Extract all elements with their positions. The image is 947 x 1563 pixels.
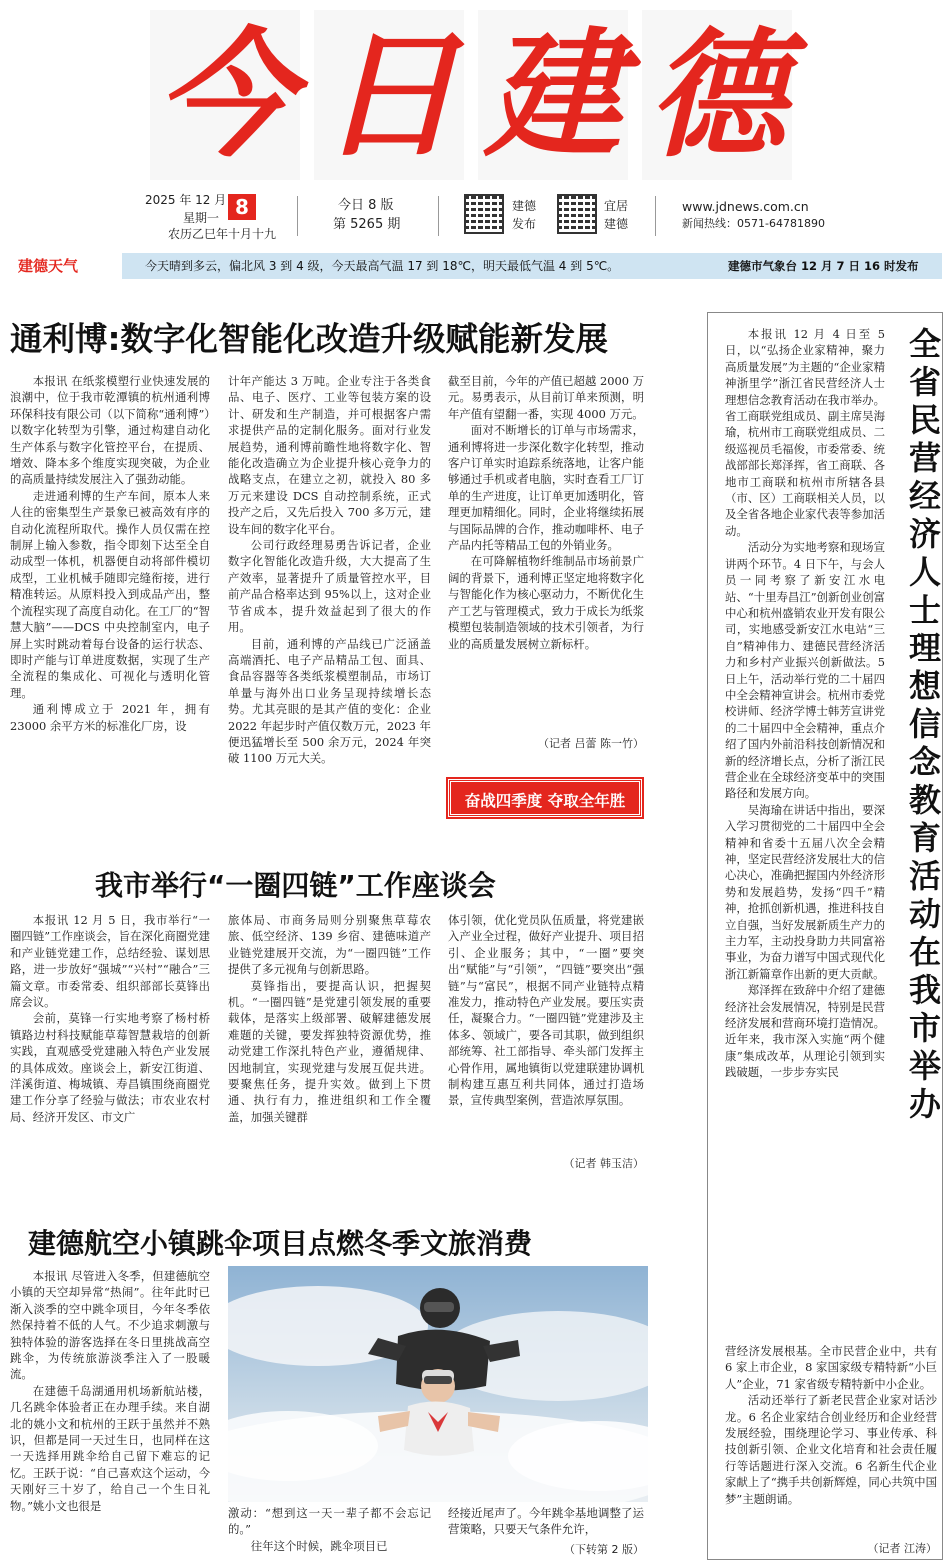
lunar-date: 农历乙巳年十月十九 [168, 227, 277, 241]
paragraph: 莫锋指出，要提高认识，把握契机。“一圈四链”是党建引领发展的重要载体，是落实上级部署、破解建德发展难题的关键，要发挥独特资源优势，推动党建工作深扎特色产业，遵循规律、因地制宜，实现党建与发展互促共进。要聚焦任务，提升实效。做到上下贯通、执行有力，推进组织和工作全覆盖，加强关键群 [228, 978, 431, 1124]
article-title[interactable]: 我市举行“一圈四链”工作座谈会 [95, 869, 496, 902]
byline: （记者 吕蕾 陈一竹） [538, 737, 644, 750]
weather-forecast: 今天晴到多云，偏北风 3 到 4 级，今天最高气温 17 到 18℃，明天最低气温 4 到 5℃。 [145, 259, 620, 273]
article-column [228, 1505, 431, 1560]
article-column [10, 1268, 210, 1558]
qr-label: 宜居 [604, 199, 629, 213]
qr-code-icon[interactable] [557, 194, 597, 234]
paragraph: 计年产能达 3 万吨。企业专注于各类食品、电子、医疗、工业等包装方案的设计、研发和生产制造，并可根据客户需求提供产品的定制化服务。面对行业发展趋势，通利博前瞻性地将数字化、智能化改造确立为企业提升核心竞争力的战略支点，在建立之初，就投入 80 多万元来建设 DCS 自动控制系统，正式投产之后，又先后投入 700 多万元，建设车间的数字化平台。 [228, 374, 431, 536]
masthead [0, 0, 947, 250]
qr-code-icon[interactable] [464, 194, 504, 234]
qr-label: 建德 [512, 199, 537, 213]
article-column [10, 912, 210, 1172]
newspaper-logo [150, 10, 790, 180]
paragraph: 公司行政经理易勇告诉记者，企业数字化智能化改造升级，大大提高了生产效率，显著提升了质量管控水平，目前产品合格率达到 95%以上，这对企业节省成本，提升效益起到了很大的作用。 [228, 538, 431, 635]
paragraph: 活动分为实地考察和现场宣讲两个环节。4 日下午，与会人员一同考察了新安江水电站、“十里寿昌江”创新创业创富中心和杭州盛销农业开发有限公司，实地感受新安江水电站“三自”精神伟力、建德民营经济活力和乡村产业振兴创新做法。5 日上午，活动举行党的二十届四中全会精神宣讲会。杭州市委党校讲师、经济学博士韩芳宣讲党的二十届四中全会精神，重点介绍了国内外前沿科技创新情况和新的经济增长点，分析了浙江民营企业在全球经济变革中的突围路径和发展方向。 [725, 540, 885, 801]
divider [655, 196, 656, 236]
logo-char: 今 [155, 13, 294, 176]
weather-label: 建德天气 [10, 253, 122, 279]
weather-arrow [112, 253, 128, 279]
weather-bar [10, 253, 942, 279]
article-column [228, 373, 431, 783]
paragraph: 截至目前，今年的产值已超越 2000 万元。易勇表示，从目前订单来预测，明年产值有望翻一番，实现 4000 万元。 [448, 374, 644, 421]
byline: （记者 江涛） [867, 1542, 937, 1555]
article-title[interactable]: 通利博:数字化智能化改造升级赋能新发展 [10, 320, 608, 358]
paragraph: 本报讯 12 月 5 日，我市举行“一圈四链”工作座谈会，旨在深化商圈党建和产业链党建工作，总结经验、谋划思路，进一步放好“强城”“兴村”“融合”三篇文章。市委常委、组织部部长莫锋出席会议。 [10, 913, 210, 1010]
article-column [10, 373, 210, 783]
logo-char: 日 [319, 13, 458, 176]
paragraph: 在可降解植物纤维制品市场前景广阔的背景下，通利博正坚定地将数字化与智能化作为核心驱动力，不断优化生产工艺与管理模式，致力于成长为纸浆模塑包装制造领域的技术引领者，为行业的高质量发展树立新标杆。 [448, 554, 644, 651]
article-column [448, 1505, 644, 1541]
weekday: 星期一 [183, 211, 220, 225]
qr-label: 建德 [604, 217, 629, 231]
skydiving-photo[interactable] [228, 1266, 648, 1502]
issue-number: 第 5265 期 [333, 217, 401, 232]
news-hotline: 新闻热线：0571-64781890 [682, 217, 825, 230]
website-link[interactable]: www.jdnews.com.cn [682, 199, 809, 214]
logo-char: 德 [647, 13, 786, 176]
paragraph: 体引领，优化党员队伍质量，将党建嵌入产业全过程，做好产业提升、项目招引、企业服务；其中，“一圈”要突出“赋能”与“引领”，“四链”要突出“强链”与“富民”，根据不同产业链特点精准发力，推动特色产业发展。要压实责任，凝聚合力。“一圈四链”党建涉及主体多、领域广，要各司其职，做到组织部统筹、社工部指导、牵头部门发挥主心骨作用，属地镇街以党建联建协调机制构建互惠互利共同体，通过打造场景，宣传典型案例，营造浓厚氛围。 [448, 913, 644, 1108]
date-line: 2025 年 12 月 [145, 193, 227, 207]
paragraph: 活动还举行了新老民营企业家对话沙龙。6 名企业家结合创业经历和企业经营发展经验，围绕理论学习、事业传承、科技创新引领、企业文化培育和社会责任履行等话题进行深入交流。6 名新生代企业家献上了“携手共创新辉煌，同心共筑中国梦”主题朗诵。 [725, 1393, 937, 1506]
paragraph: 会前，莫锋一行实地考察了杨村桥镇路边村科技赋能草莓智慧栽培的创新实践，直观感受党建融入特色产业发展的具体成效。座谈会上，新安江街道、洋溪街道、梅城镇、寿昌镇围绕商圈党建工作分享了经验与做法；市农业农村局、经济开发区、市文广 [10, 1011, 210, 1124]
paragraph: 走进通利博的生产车间，原本人来人往的密集型生产景象已被高效有序的自动化流程所取代。操作人员仅需在控制屏上输入参数，指令即刻下达至全自动成型一体机，机器便自动将部件模切成型，工业机械手随即完缝衔接，进行精准转运。从原料投入到成品产出，整个流程实现了高度自动化。在工厂的“智慧大脑”——DCS 中央控制室内，电子屏上实时跳动着每台设备的运行状态、即时产能与订单进度数据，实现了生产全流程的集成化、可视化与透明化管理。 [10, 488, 210, 700]
divider [438, 196, 439, 236]
paragraph: 往年这个时候，跳伞项目已 [250, 1538, 388, 1553]
weather-source: 建德市气象台 12 月 7 日 16 时发布 [728, 259, 919, 273]
byline: （记者 韩玉洁） [563, 1157, 644, 1170]
paragraph: 激动：“想到这一天一辈子都不会忘记的。” [228, 1506, 431, 1537]
paragraph: 面对不断增长的订单与市场需求，通利博将进一步深化数字化转型，推动客户订单实时追踪系统落地，让客户能够通过手机或者电脑，实时查看工厂订单的生产进度，让订单更加透明化，管理更加精细化。同时，企业将继续拓展与国际品牌的合作，推动咖啡杯、电子产品内托等精品工包的外销业务。 [448, 423, 644, 553]
paragraph: 通利博成立于 2021 年，拥有 23000 余平方米的标准化厂房，设 [10, 702, 210, 733]
paragraph: 经接近尾声了。今年跳伞基地调整了运营策略，只要天气条件允许， [448, 1506, 644, 1537]
article-column [725, 1343, 937, 1523]
logo-char: 建 [483, 13, 622, 176]
article-column [448, 373, 644, 713]
paragraph: 吴海瑜在讲话中指出，要深入学习贯彻党的二十届四中全会精神和省委十五届八次全会精神，坚定民营经济发展壮大的信心决心，准确把握国内外经济形势和发展趋势，发扬“四千”精神，抢抓创新机遇，推进科技自立自强，当好发展新质生产力的主力军，主动投身助力共同富裕事业，为奋力谱写中国式现代化浙江新篇章作出新的更大贡献。 [725, 802, 885, 981]
divider [297, 196, 298, 236]
sidebar-title[interactable]: 全省民营经济人士理想信念教育活动在我市举办 [908, 325, 941, 1123]
paragraph: 本报讯 12 月 4 日至 5 日，以“弘扬企业家精神，聚力高质量发展”为主题的“企业家精神浙里学”浙江省民营经济人士理想信念教育活动在我市举办。省工商联党组成员、副主席吴海瑜，杭州市工商联党组成员、二级巡视员毛福俊，市委常委、统战部部长郑泽挥，省工商联、各地市工商联和杭州市所辖各县（市、区）工商联相关人员，以及全省各地企业家代表等参加活动。 [725, 327, 885, 538]
article-column [448, 912, 644, 1157]
paragraph: 营经济发展根基。全市民营企业中，共有 6 家上市企业，8 家国家级专精特新“小巨人”企业，71 家省级专精特新中小企业。 [725, 1344, 937, 1391]
paragraph: 郑泽挥在致辞中介绍了建德经济社会发展情况，特别是民营经济发展和营商环境打造情况。近年来，我市深入实施“两个健康”集成改革，从理论引领到实践破题，一步步夯实民 [725, 983, 885, 1080]
day-number: 8 [228, 194, 256, 220]
continued-note[interactable]: （下转第 2 版） [564, 1543, 644, 1556]
article-column [725, 326, 885, 1343]
slogan-banner: 奋战四季度 夺取全年胜 [448, 779, 642, 817]
paragraph: 本报讯 在纸浆模塑行业快速发展的浪潮中，位于我市乾潭镇的杭州通利博环保科技有限公司（以下简称“通利博”）以数字化转型为引擎，通过构建自动化生产体系与数字化管控平台，在提质、增效、降本多个维度实现突破，为企业的高质量持续发展注入了强劲动能。 [10, 374, 210, 487]
paragraph: 本报讯 尽管进入冬季，但建德航空小镇的天空却异常“热闹”。往年此时已渐入淡季的空中跳伞项目，今年冬季依然保持着不低的人气。不少追求刺激与独特体验的游客选择在冬日里挑战高空跳伞，为传统旅游淡季注入了一股暖流。 [10, 1269, 210, 1382]
paragraph: 目前，通利博的产品线已广泛涵盖高端酒托、电子产品精品工包、面具、食品容器等各类纸浆模塑制品，市场订单量与海外出口业务呈现持续增长态势。尤其亮眼的是其产值的变化：企业 2022 年起步时产值仅数万元，2023 年便迅猛增长至 500 余万元，2024 年突破 1100 万元大关。 [228, 636, 431, 766]
article-title[interactable]: 建德航空小镇跳伞项目点燃冬季文旅消费 [28, 1227, 533, 1260]
paragraph: 在建德千岛湖通用机场新航站楼，几名跳伞体验者正在办理手续。来自湖北的姚小文和杭州的王跃于虽然并不熟识，但都是同一天过生日，也同样在这一天选择用跳伞给自己留下难忘的记忆。王跃于说：“自己喜欢这个运动，今天刚好三十岁了，给自己一个生日礼物。”姚小文也很是 [10, 1383, 210, 1513]
paragraph: 旅体局、市商务局则分别聚焦草莓农旅、低空经济、139 乡宿、建德味道产业链党建展开交流，为“一圈四链”工作提供了多元视角与创新思路。 [228, 913, 431, 977]
qr-label: 发布 [512, 217, 537, 231]
edition-count: 今日 8 版 [338, 198, 394, 213]
article-column [228, 912, 431, 1172]
